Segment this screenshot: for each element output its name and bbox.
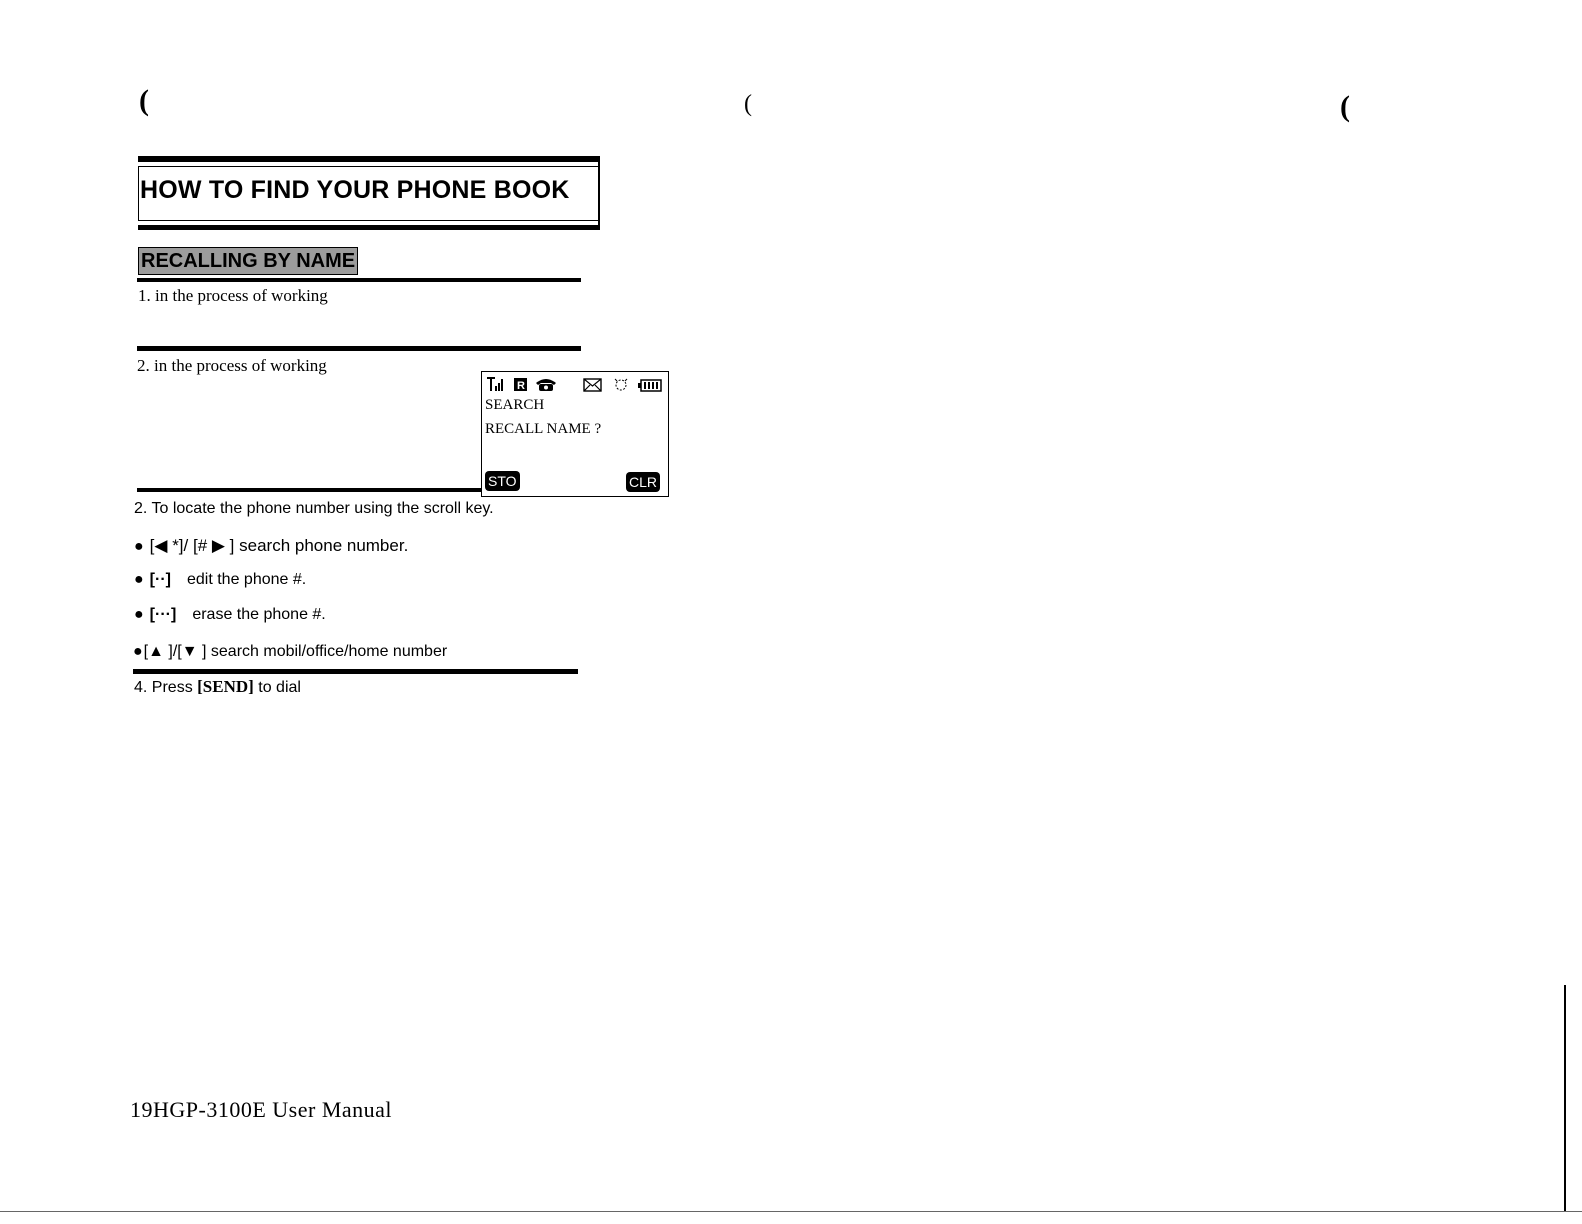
bullet-edit-key: [··] — [149, 571, 171, 588]
lcd-status-bar — [485, 375, 665, 393]
page-title: HOW TO FIND YOUR PHONE BOOK — [140, 176, 570, 204]
send-key-label: [SEND] — [197, 677, 254, 696]
bullet-scroll-search-text: [◀ *]/ [# ▶ ] search phone number. — [149, 536, 409, 555]
step-2: 2. in the process of working — [137, 356, 327, 375]
bullet-erase-text: erase the phone #. — [192, 606, 326, 623]
phone-lcd-screen — [481, 371, 669, 497]
bullet-dot: ● — [133, 643, 143, 660]
bullet-dot: ● — [134, 538, 144, 555]
step-3: 2. To locate the phone number using the scroll key. — [134, 500, 494, 517]
step-1: 1. in the process of working — [138, 286, 328, 305]
clr-softkey: CLR — [626, 472, 660, 492]
bullet-erase-key: [···] — [149, 606, 177, 623]
signal-icon — [487, 378, 503, 391]
page-title-box — [138, 156, 600, 230]
battery-icon — [638, 380, 661, 391]
bullet-number-type-text: [▲ ]/[▼ ] search mobil/office/home number — [143, 643, 448, 660]
bullet-number-type — [133, 643, 447, 661]
bullet-dot: ● — [134, 571, 144, 588]
paren-mark-left: ( — [139, 84, 149, 117]
envelope-icon — [584, 379, 601, 391]
bullet-erase — [134, 606, 326, 624]
paren-mark-middle: ( — [744, 91, 752, 117]
lcd-line-2: RECALL NAME ? — [485, 421, 602, 437]
step-4-suffix: to dial — [253, 679, 301, 696]
scan-edge-right — [1564, 985, 1566, 1212]
section-rule — [137, 278, 581, 282]
phone-icon — [536, 379, 556, 391]
bullet-scroll-search — [134, 536, 408, 556]
roaming-letter: R — [517, 380, 525, 392]
roaming-icon — [514, 378, 527, 392]
alarm-icon — [615, 379, 627, 390]
bullet-edit — [134, 571, 306, 589]
bullets-rule — [133, 669, 578, 674]
section-heading: RECALLING BY NAME — [138, 247, 358, 275]
paren-mark-right: ( — [1340, 90, 1350, 123]
step-1-rule — [137, 346, 581, 351]
step-4 — [134, 677, 301, 697]
bullet-dot: ● — [134, 606, 144, 623]
step-4-prefix: 4. Press — [134, 679, 198, 696]
manual-footer: 19HGP-3100E User Manual — [130, 1097, 393, 1122]
scan-edge-bottom — [0, 1211, 1582, 1212]
lcd-line-1: SEARCH — [485, 397, 545, 413]
sto-softkey: STO — [485, 471, 520, 491]
bullet-edit-text: edit the phone #. — [186, 571, 307, 588]
